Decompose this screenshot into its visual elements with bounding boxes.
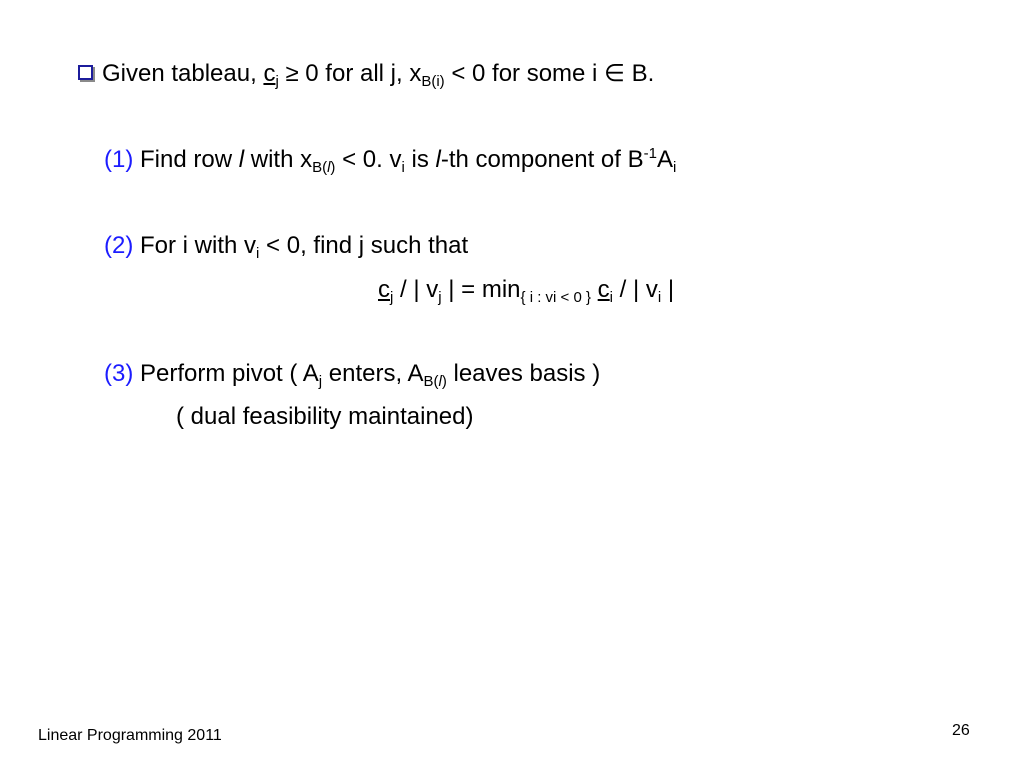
step-2-line bbox=[104, 232, 468, 260]
formula-v-sub: j bbox=[438, 289, 442, 306]
checkbox-bullet-icon bbox=[78, 65, 93, 80]
step-2-text-a: For i with v bbox=[133, 232, 257, 259]
step-1-l-italic: l bbox=[238, 146, 245, 173]
c-sub: j bbox=[275, 73, 279, 90]
given-mid2: < 0 for some i ∈ B. bbox=[444, 60, 655, 87]
step-1-v-sub: i bbox=[401, 159, 405, 176]
footer-title: Linear Programming 2011 bbox=[38, 727, 222, 744]
step-1-a-sub: i bbox=[672, 159, 677, 176]
step-3-number: (3) bbox=[104, 360, 134, 387]
step-1-number: (1) bbox=[104, 146, 134, 173]
step-3-a-sub: j bbox=[318, 373, 323, 390]
formula-c2-bar: c bbox=[597, 276, 610, 303]
step-1-text-b: with x bbox=[244, 146, 313, 173]
step-3-text-b: enters, A bbox=[322, 360, 424, 387]
dual-feasibility-note: ( dual feasibility maintained) bbox=[176, 403, 474, 430]
step-1-sub-b: B( bbox=[312, 159, 328, 176]
formula-c-sub: j bbox=[390, 289, 394, 306]
c-bar: c bbox=[263, 60, 276, 87]
step-1-x-sub bbox=[312, 159, 335, 176]
step-1-text-c: < 0. v bbox=[335, 146, 402, 173]
step-3-sub-l: l bbox=[438, 373, 442, 390]
x-sub: B(i) bbox=[421, 73, 445, 90]
given-pre: Given tableau, bbox=[102, 60, 264, 87]
bullet-line-given-tableau bbox=[78, 60, 654, 88]
step-1-sub-l: l bbox=[327, 159, 331, 176]
formula-mid2: / | v bbox=[613, 276, 658, 303]
step-2-v-sub: i bbox=[256, 245, 260, 262]
formula-mid: / | v bbox=[393, 276, 439, 303]
formula-v2-sub: i bbox=[657, 289, 662, 306]
step-2-formula bbox=[378, 276, 674, 304]
formula-min-sub: { i : vi < 0 } bbox=[520, 289, 591, 306]
step-3-sub-close: ) bbox=[441, 373, 447, 390]
step-3-text-c: leaves basis ) bbox=[446, 360, 601, 387]
given-mid1: ≥ 0 for all j, x bbox=[278, 60, 422, 87]
page-number: 26 bbox=[952, 722, 970, 739]
step-1-l2-italic: l bbox=[435, 146, 441, 173]
step-3-ab-sub bbox=[423, 373, 446, 390]
formula-eq-min: | = min bbox=[441, 276, 521, 303]
step-1-line bbox=[104, 146, 676, 174]
step-2-number: (2) bbox=[104, 232, 134, 259]
step-3-note bbox=[176, 403, 473, 431]
step-1-text-e: -th component of B bbox=[440, 146, 644, 173]
step-3-line bbox=[104, 360, 600, 388]
formula-space bbox=[591, 276, 598, 303]
step-3-text-a: Perform pivot ( A bbox=[133, 360, 319, 387]
step-1-inverse-sup: -1 bbox=[643, 145, 657, 162]
step-1-text-f: A bbox=[656, 146, 673, 173]
formula-c-bar: c bbox=[378, 276, 390, 303]
formula-end: | bbox=[661, 276, 675, 303]
step-3-sub-b: B( bbox=[423, 373, 439, 390]
formula-c2-sub: i bbox=[609, 289, 614, 306]
step-1-text-d: is bbox=[404, 146, 436, 173]
step-1-sub-close: ) bbox=[330, 159, 336, 176]
step-2-text-b: < 0, find j such that bbox=[259, 232, 469, 259]
step-1-text-a: Find row bbox=[133, 146, 239, 173]
